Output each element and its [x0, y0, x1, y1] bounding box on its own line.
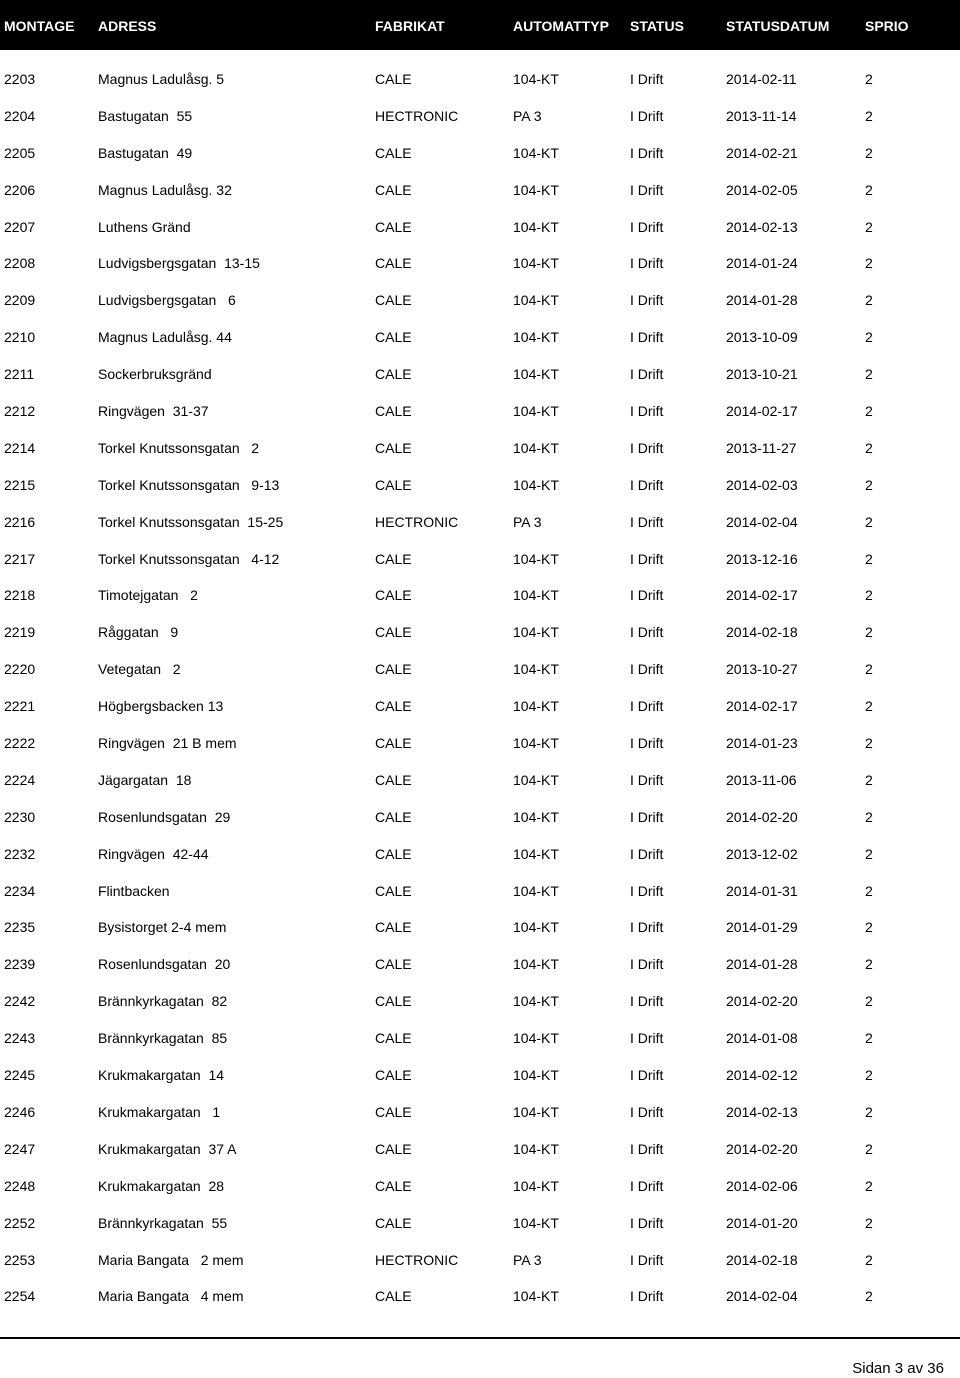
cell-fabrikat: CALE — [375, 956, 412, 973]
cell-adress: Jägargatan 18 — [98, 771, 192, 788]
cell-automattyp: 104-KT — [513, 181, 559, 198]
cell-sprio: 2 — [865, 1177, 873, 1194]
cell-automattyp: PA 3 — [513, 107, 542, 124]
cell-sprio: 2 — [865, 292, 873, 309]
cell-statusdatum: 2014-01-28 — [726, 292, 798, 309]
table-row — [0, 171, 960, 208]
cell-status: I Drift — [630, 919, 664, 936]
cell-automattyp: 104-KT — [513, 1177, 559, 1194]
cell-fabrikat: CALE — [375, 587, 412, 604]
cell-montage: 2210 — [4, 329, 36, 346]
table-row — [0, 835, 960, 872]
cell-sprio: 2 — [865, 329, 873, 346]
cell-automattyp: 104-KT — [513, 71, 559, 87]
table-row — [0, 908, 960, 945]
cell-adress: Bastugatan 55 — [98, 107, 193, 124]
cell-adress: Torkel Knutssonsgatan 2 — [98, 439, 260, 456]
header-status: STATUS — [630, 18, 684, 34]
cell-montage: 2224 — [4, 771, 36, 788]
cell-sprio: 2 — [865, 366, 873, 383]
cell-statusdatum: 2013-12-16 — [726, 550, 798, 567]
cell-sprio: 2 — [865, 144, 873, 161]
cell-automattyp: 104-KT — [513, 1030, 559, 1047]
cell-status: I Drift — [630, 698, 664, 715]
cell-montage: 2214 — [4, 439, 36, 456]
table-row — [0, 945, 960, 982]
footer-divider — [0, 1337, 960, 1339]
cell-automattyp: 104-KT — [513, 882, 559, 899]
header-statusdatum: STATUSDATUM — [726, 18, 830, 34]
cell-sprio: 2 — [865, 1030, 873, 1047]
cell-sprio: 2 — [865, 735, 873, 752]
cell-sprio: 2 — [865, 882, 873, 899]
cell-fabrikat: CALE — [375, 735, 412, 752]
cell-adress: Rosenlundsgatan 20 — [98, 956, 231, 973]
table-row — [0, 355, 960, 392]
cell-sprio: 2 — [865, 476, 873, 493]
cell-status: I Drift — [630, 513, 664, 530]
table-row — [0, 576, 960, 613]
cell-fabrikat: CALE — [375, 255, 412, 272]
table-row — [0, 392, 960, 429]
cell-status: I Drift — [630, 587, 664, 604]
cell-adress: Flintbacken — [98, 882, 170, 899]
table-row — [0, 1204, 960, 1241]
cell-fabrikat: CALE — [375, 181, 412, 198]
cell-automattyp: 104-KT — [513, 144, 559, 161]
table-row — [0, 97, 960, 134]
table-row — [0, 1277, 960, 1314]
cell-status: I Drift — [630, 329, 664, 346]
cell-fabrikat: CALE — [375, 661, 412, 678]
cell-statusdatum: 2014-02-05 — [726, 181, 798, 198]
cell-statusdatum: 2013-11-06 — [726, 771, 797, 788]
cell-status: I Drift — [630, 1251, 664, 1268]
cell-adress: Magnus Ladulåsg. 32 — [98, 181, 232, 198]
cell-montage: 2222 — [4, 735, 36, 752]
cell-automattyp: 104-KT — [513, 956, 559, 973]
cell-status: I Drift — [630, 550, 664, 567]
cell-status: I Drift — [630, 771, 664, 788]
cell-fabrikat: CALE — [375, 439, 412, 456]
table-row — [0, 1056, 960, 1093]
cell-montage: 2207 — [4, 218, 36, 235]
cell-adress: Timotejgatan 2 — [98, 587, 198, 604]
cell-montage: 2253 — [4, 1251, 36, 1268]
cell-automattyp: 104-KT — [513, 1067, 559, 1084]
cell-fabrikat: CALE — [375, 1288, 412, 1305]
cell-automattyp: 104-KT — [513, 1288, 559, 1305]
cell-statusdatum: 2013-10-27 — [726, 661, 798, 678]
cell-adress: Torkel Knutssonsgatan 9-13 — [98, 476, 280, 493]
cell-statusdatum: 2014-02-04 — [726, 513, 798, 530]
cell-automattyp: 104-KT — [513, 993, 559, 1010]
table-row — [0, 1241, 960, 1278]
cell-status: I Drift — [630, 661, 664, 678]
cell-sprio: 2 — [865, 587, 873, 604]
cell-status: I Drift — [630, 1140, 664, 1157]
cell-adress: Högbergsbacken 13 — [98, 698, 224, 715]
cell-automattyp: 104-KT — [513, 919, 559, 936]
cell-montage: 2247 — [4, 1140, 36, 1157]
cell-adress: Magnus Ladulåsg. 44 — [98, 329, 232, 346]
cell-statusdatum: 2014-01-08 — [726, 1030, 798, 1047]
cell-status: I Drift — [630, 1067, 664, 1084]
cell-fabrikat: CALE — [375, 1140, 412, 1157]
cell-statusdatum: 2014-02-20 — [726, 993, 798, 1010]
page-number: Sidan 3 av 36 — [852, 1360, 944, 1377]
cell-montage: 2230 — [4, 808, 36, 825]
cell-status: I Drift — [630, 882, 664, 899]
cell-statusdatum: 2014-01-28 — [726, 956, 798, 973]
cell-statusdatum: 2014-02-20 — [726, 1140, 798, 1157]
cell-fabrikat: CALE — [375, 808, 412, 825]
cell-statusdatum: 2014-02-21 — [726, 144, 798, 161]
cell-automattyp: 104-KT — [513, 808, 559, 825]
cell-adress: Luthens Gränd — [98, 218, 191, 235]
cell-adress: Brännkyrkagatan 55 — [98, 1214, 228, 1231]
cell-fabrikat: HECTRONIC — [375, 107, 459, 124]
table-row — [0, 208, 960, 245]
cell-statusdatum: 2014-02-17 — [726, 698, 798, 715]
cell-automattyp: 104-KT — [513, 845, 559, 862]
cell-adress: Krukmakargatan 14 — [98, 1067, 225, 1084]
cell-sprio: 2 — [865, 771, 873, 788]
cell-status: I Drift — [630, 956, 664, 973]
cell-statusdatum: 2014-02-18 — [726, 1251, 798, 1268]
cell-automattyp: 104-KT — [513, 439, 559, 456]
cell-sprio: 2 — [865, 956, 873, 973]
cell-status: I Drift — [630, 71, 664, 87]
cell-sprio: 2 — [865, 624, 873, 641]
cell-statusdatum: 2014-02-03 — [726, 476, 798, 493]
header-fabrikat: FABRIKAT — [375, 18, 445, 34]
cell-adress: Krukmakargatan 37 A — [98, 1140, 237, 1157]
cell-fabrikat: CALE — [375, 329, 412, 346]
cell-fabrikat: CALE — [375, 698, 412, 715]
cell-sprio: 2 — [865, 1103, 873, 1120]
cell-adress: Krukmakargatan 28 — [98, 1177, 225, 1194]
cell-adress: Ringvägen 21 B mem — [98, 735, 237, 752]
cell-adress: Ludvigsbergsgatan 13-15 — [98, 255, 260, 272]
cell-adress: Ringvägen 31-37 — [98, 403, 209, 420]
cell-statusdatum: 2013-10-09 — [726, 329, 798, 346]
cell-fabrikat: CALE — [375, 1103, 412, 1120]
table-row — [0, 982, 960, 1019]
cell-statusdatum: 2014-02-17 — [726, 587, 798, 604]
cell-fabrikat: HECTRONIC — [375, 513, 459, 530]
cell-sprio: 2 — [865, 1140, 873, 1157]
cell-montage: 2242 — [4, 993, 36, 1010]
cell-status: I Drift — [630, 255, 664, 272]
cell-status: I Drift — [630, 1288, 664, 1305]
cell-fabrikat: CALE — [375, 993, 412, 1010]
cell-sprio: 2 — [865, 71, 873, 87]
cell-montage: 2217 — [4, 550, 36, 567]
cell-adress: Torkel Knutssonsgatan 15-25 — [98, 513, 284, 530]
cell-statusdatum: 2014-01-23 — [726, 735, 798, 752]
cell-sprio: 2 — [865, 1214, 873, 1231]
table-row — [0, 761, 960, 798]
cell-fabrikat: CALE — [375, 845, 412, 862]
cell-fabrikat: CALE — [375, 771, 412, 788]
cell-sprio: 2 — [865, 181, 873, 198]
cell-montage: 2203 — [4, 71, 36, 87]
cell-automattyp: 104-KT — [513, 624, 559, 641]
table-row — [0, 724, 960, 761]
cell-automattyp: 104-KT — [513, 329, 559, 346]
cell-montage: 2234 — [4, 882, 36, 899]
cell-montage: 2232 — [4, 845, 36, 862]
cell-adress: Vetegatan 2 — [98, 661, 181, 678]
cell-status: I Drift — [630, 144, 664, 161]
cell-adress: Bastugatan 49 — [98, 144, 193, 161]
cell-status: I Drift — [630, 993, 664, 1010]
cell-automattyp: 104-KT — [513, 366, 559, 383]
cell-fabrikat: HECTRONIC — [375, 1251, 459, 1268]
cell-sprio: 2 — [865, 845, 873, 862]
cell-montage: 2221 — [4, 698, 36, 715]
cell-status: I Drift — [630, 366, 664, 383]
table-row — [0, 134, 960, 171]
cell-statusdatum: 2014-02-04 — [726, 1288, 798, 1305]
cell-automattyp: 104-KT — [513, 661, 559, 678]
cell-montage: 2248 — [4, 1177, 36, 1194]
cell-fabrikat: CALE — [375, 1030, 412, 1047]
cell-montage: 2209 — [4, 292, 36, 309]
table-row — [0, 244, 960, 281]
cell-fabrikat: CALE — [375, 292, 412, 309]
cell-statusdatum: 2014-02-20 — [726, 808, 798, 825]
cell-status: I Drift — [630, 292, 664, 309]
cell-adress: Krukmakargatan 1 — [98, 1103, 221, 1120]
cell-automattyp: 104-KT — [513, 1140, 559, 1157]
table-row — [0, 687, 960, 724]
cell-fabrikat: CALE — [375, 882, 412, 899]
header-adress: ADRESS — [98, 18, 157, 34]
table-row — [0, 466, 960, 503]
cell-adress: Maria Bangata 4 mem — [98, 1288, 244, 1305]
cell-fabrikat: CALE — [375, 366, 412, 383]
cell-statusdatum: 2014-02-06 — [726, 1177, 798, 1194]
table-header — [0, 0, 960, 50]
table-row — [0, 798, 960, 835]
cell-automattyp: 104-KT — [513, 255, 559, 272]
cell-status: I Drift — [630, 1214, 664, 1231]
table-row — [0, 429, 960, 466]
cell-status: I Drift — [630, 403, 664, 420]
table-row — [0, 281, 960, 318]
cell-automattyp: 104-KT — [513, 1103, 559, 1120]
cell-sprio: 2 — [865, 698, 873, 715]
cell-automattyp: PA 3 — [513, 1251, 542, 1268]
cell-status: I Drift — [630, 624, 664, 641]
cell-montage: 2246 — [4, 1103, 36, 1120]
table-row — [0, 318, 960, 355]
table-row — [0, 650, 960, 687]
cell-adress: Magnus Ladulåsg. 5 — [98, 71, 225, 87]
cell-sprio: 2 — [865, 255, 873, 272]
cell-sprio: 2 — [865, 1251, 873, 1268]
cell-statusdatum: 2014-01-24 — [726, 255, 798, 272]
cell-montage: 2206 — [4, 181, 36, 198]
cell-fabrikat: CALE — [375, 71, 412, 87]
cell-montage: 2218 — [4, 587, 36, 604]
cell-fabrikat: CALE — [375, 550, 412, 567]
cell-automattyp: 104-KT — [513, 698, 559, 715]
cell-fabrikat: CALE — [375, 919, 412, 936]
cell-montage: 2243 — [4, 1030, 36, 1047]
cell-fabrikat: CALE — [375, 1177, 412, 1194]
cell-montage: 2216 — [4, 513, 36, 530]
table-row — [0, 540, 960, 577]
header-automattyp: AUTOMATTYP — [513, 18, 609, 34]
cell-montage: 2211 — [4, 366, 35, 383]
cell-sprio: 2 — [865, 808, 873, 825]
cell-montage: 2204 — [4, 107, 36, 124]
cell-montage: 2252 — [4, 1214, 36, 1231]
cell-montage: 2235 — [4, 919, 36, 936]
cell-sprio: 2 — [865, 1067, 873, 1084]
cell-automattyp: 104-KT — [513, 771, 559, 788]
cell-adress: Maria Bangata 2 mem — [98, 1251, 244, 1268]
table-row — [0, 613, 960, 650]
cell-montage: 2220 — [4, 661, 36, 678]
cell-statusdatum: 2013-11-27 — [726, 439, 797, 456]
cell-sprio: 2 — [865, 513, 873, 530]
table-row — [0, 872, 960, 909]
cell-automattyp: 104-KT — [513, 403, 559, 420]
cell-statusdatum: 2014-01-20 — [726, 1214, 798, 1231]
cell-sprio: 2 — [865, 919, 873, 936]
cell-montage: 2239 — [4, 956, 36, 973]
cell-sprio: 2 — [865, 439, 873, 456]
cell-automattyp: 104-KT — [513, 218, 559, 235]
header-sprio: SPRIO — [865, 18, 909, 34]
cell-fabrikat: CALE — [375, 476, 412, 493]
cell-adress: Rosenlundsgatan 29 — [98, 808, 231, 825]
cell-montage: 2212 — [4, 403, 36, 420]
table-row — [0, 1167, 960, 1204]
cell-fabrikat: CALE — [375, 218, 412, 235]
cell-statusdatum: 2014-02-17 — [726, 403, 798, 420]
cell-sprio: 2 — [865, 218, 873, 235]
cell-status: I Drift — [630, 808, 664, 825]
cell-adress: Ringvägen 42-44 — [98, 845, 209, 862]
table-row — [0, 503, 960, 540]
cell-montage: 2205 — [4, 144, 36, 161]
header-montage: MONTAGE — [4, 18, 75, 34]
cell-automattyp: 104-KT — [513, 735, 559, 752]
cell-automattyp: 104-KT — [513, 1214, 559, 1231]
cell-sprio: 2 — [865, 993, 873, 1010]
cell-status: I Drift — [630, 218, 664, 235]
cell-status: I Drift — [630, 1103, 664, 1120]
cell-sprio: 2 — [865, 107, 873, 124]
cell-montage: 2208 — [4, 255, 36, 272]
cell-status: I Drift — [630, 476, 664, 493]
cell-automattyp: 104-KT — [513, 550, 559, 567]
cell-adress: Bysistorget 2-4 mem — [98, 919, 227, 936]
cell-status: I Drift — [630, 735, 664, 752]
cell-automattyp: 104-KT — [513, 587, 559, 604]
cell-adress: Sockerbruksgränd — [98, 366, 212, 383]
table-row — [0, 1019, 960, 1056]
cell-adress: Brännkyrkagatan 82 — [98, 993, 228, 1010]
cell-sprio: 2 — [865, 403, 873, 420]
cell-statusdatum: 2014-02-11 — [726, 71, 797, 87]
cell-adress: Torkel Knutssonsgatan 4-12 — [98, 550, 280, 567]
cell-status: I Drift — [630, 1177, 664, 1194]
cell-fabrikat: CALE — [375, 1214, 412, 1231]
cell-statusdatum: 2014-01-29 — [726, 919, 798, 936]
cell-status: I Drift — [630, 845, 664, 862]
cell-montage: 2254 — [4, 1288, 36, 1305]
cell-sprio: 2 — [865, 661, 873, 678]
cell-adress: Brännkyrkagatan 85 — [98, 1030, 228, 1047]
cell-statusdatum: 2014-02-13 — [726, 1103, 798, 1120]
cell-fabrikat: CALE — [375, 144, 412, 161]
cell-fabrikat: CALE — [375, 403, 412, 420]
cell-status: I Drift — [630, 439, 664, 456]
table-row — [0, 1093, 960, 1130]
cell-statusdatum: 2014-02-13 — [726, 218, 798, 235]
cell-montage: 2215 — [4, 476, 36, 493]
cell-status: I Drift — [630, 181, 664, 198]
cell-automattyp: 104-KT — [513, 292, 559, 309]
table-row — [0, 60, 960, 97]
cell-statusdatum: 2014-01-31 — [726, 882, 798, 899]
cell-adress: Ludvigsbergsgatan 6 — [98, 292, 236, 309]
cell-statusdatum: 2014-02-12 — [726, 1067, 798, 1084]
cell-fabrikat: CALE — [375, 624, 412, 641]
cell-statusdatum: 2013-10-21 — [726, 366, 798, 383]
cell-adress: Råggatan 9 — [98, 624, 179, 641]
cell-statusdatum: 2013-12-02 — [726, 845, 798, 862]
cell-status: I Drift — [630, 1030, 664, 1047]
cell-automattyp: PA 3 — [513, 513, 542, 530]
cell-sprio: 2 — [865, 550, 873, 567]
cell-statusdatum: 2013-11-14 — [726, 107, 797, 124]
cell-montage: 2245 — [4, 1067, 36, 1084]
table-row — [0, 1130, 960, 1167]
cell-statusdatum: 2014-02-18 — [726, 624, 798, 641]
cell-automattyp: 104-KT — [513, 476, 559, 493]
cell-status: I Drift — [630, 107, 664, 124]
cell-fabrikat: CALE — [375, 1067, 412, 1084]
table-body — [0, 60, 960, 1314]
cell-montage: 2219 — [4, 624, 36, 641]
cell-sprio: 2 — [865, 1288, 873, 1305]
